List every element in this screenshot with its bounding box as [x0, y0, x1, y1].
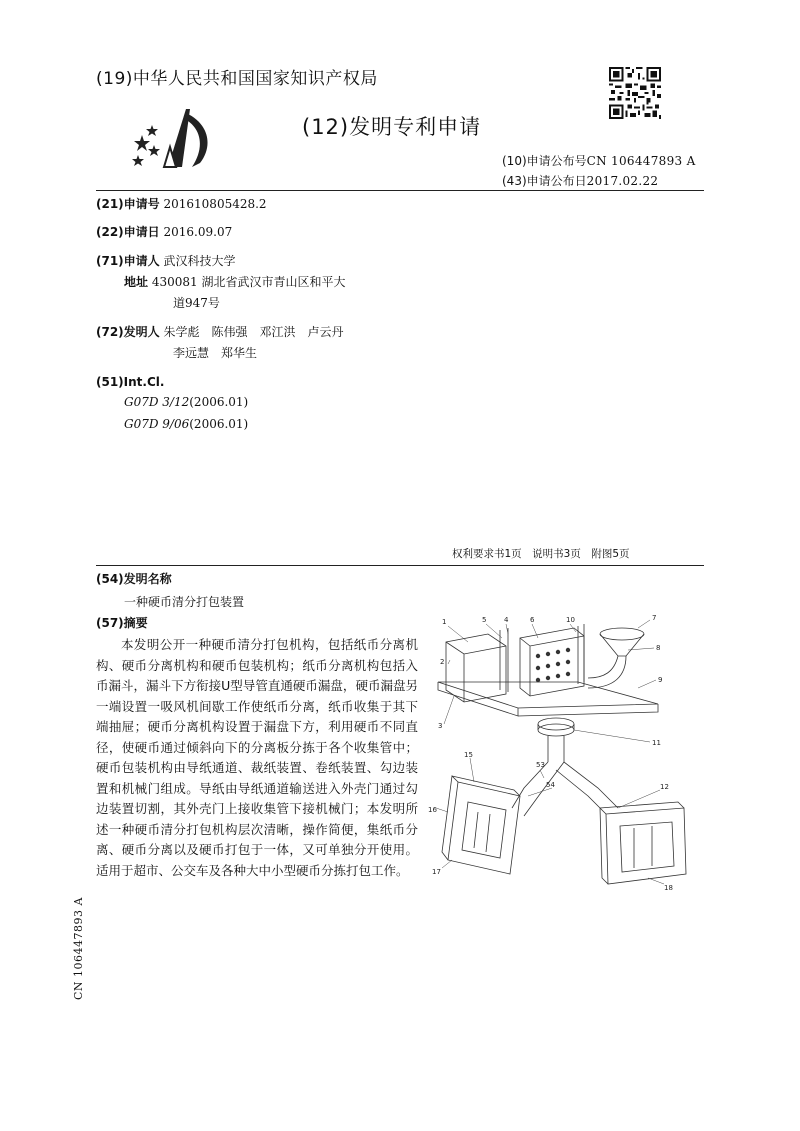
application-number-value: 201610805428.2 — [163, 197, 267, 211]
page-counts: 权利要求书1页 说明书3页 附图5页 — [452, 548, 630, 560]
abstract-figure — [428, 612, 694, 902]
publication-date-label: (43)申请公布日 — [502, 174, 587, 188]
figure-label: 18 — [664, 884, 673, 892]
figure-label: 12 — [660, 783, 669, 791]
figure-label: 11 — [652, 739, 661, 747]
abstract-body: 本发明公开一种硬币清分打包机构，包括纸币分离机构、硬币分离机构和硬币包装机构；纸币分离机构包括入币漏斗，漏斗下方衔接U型导管直通硬币漏盘，硬币漏盘另一端设置一吸风机间歇工作使纸币分离，纸币收集于其下端抽屉；硬币分离机构设置于漏盘下方，利用硬币不同直径，使硬币通过倾斜向下的分离板分拣于各个收集管中；硬币包装机构由导纸通道、裁纸装置、卷纸装置、勾边装置和机械门组成。导纸由导纸通道输送进入外壳门通过勾边装置切割，其外壳门上接收集管下接机械门；本发明所述一种硬币清分打包机构层次清晰，操作简便，集纸币分离、硬币分离以及硬币打包于一体，又可单独分开使用。适用于超市、公交车及各种大中小型硬币分拣打包工作。 — [96, 637, 418, 878]
application-date — [96, 222, 232, 242]
inventors-line-2 — [173, 343, 257, 363]
figure-label: 8 — [656, 644, 661, 652]
ipc-date: (2006.01) — [189, 395, 249, 409]
applicant — [96, 251, 236, 271]
figure-label: 15 — [464, 751, 473, 759]
publication-number-value: CN 106447893 A — [586, 154, 696, 168]
document-kind: (12)发明专利申请 — [302, 115, 482, 139]
figure-label: 17 — [432, 868, 441, 876]
ipc-entry — [124, 395, 248, 409]
figure-label: 9 — [658, 676, 663, 684]
figure-label: 1 — [442, 618, 447, 626]
ipc-entry — [124, 417, 248, 431]
title-text: 一种硬币清分打包装置 — [124, 595, 245, 609]
application-date-value: 2016.09.07 — [163, 225, 233, 239]
publication-date — [502, 172, 658, 189]
inventors — [96, 322, 344, 342]
cnipa-logo — [130, 105, 220, 175]
side-publication-number: CN 106447893 A — [72, 897, 85, 1000]
application-date-label: (22)申请日 — [96, 225, 160, 239]
figure-label: 2 — [440, 658, 445, 666]
figure-label: 5 — [482, 616, 487, 624]
qr-code — [609, 67, 661, 119]
figure-label: 16 — [428, 806, 437, 814]
application-number — [96, 194, 267, 214]
figure-label: 3 — [438, 722, 443, 730]
inventors-line-1: 朱学彪 陈伟强 邓江洪 卢云丹 — [163, 325, 344, 339]
figure-label: 4 — [504, 616, 509, 624]
inventors-label: (72)发明人 — [96, 325, 160, 339]
publication-number-label: (10)申请公布号 — [502, 154, 587, 168]
abstract-label — [96, 613, 148, 633]
int-cl-label: (51)Int.Cl. — [96, 375, 165, 389]
figure-label: 6 — [530, 616, 535, 624]
section-rule — [96, 565, 704, 566]
figure-label: 10 — [566, 616, 575, 624]
ipc-code: G07D 9/06 — [124, 417, 190, 431]
publication-number — [502, 152, 696, 169]
invention-title — [124, 592, 244, 612]
abstract-label-text: (57)摘要 — [96, 616, 148, 630]
int-cl — [96, 372, 164, 392]
address-line-1: 430081 湖北省武汉市青山区和平大 — [151, 275, 346, 289]
application-number-label: (21)申请号 — [96, 197, 160, 211]
figure-label: 7 — [652, 614, 657, 622]
address — [124, 272, 345, 292]
applicant-value: 武汉科技大学 — [163, 254, 236, 268]
publication-date-value: 2017.02.22 — [586, 174, 659, 188]
address-line-2 — [173, 293, 220, 313]
figure-label: 54 — [546, 781, 555, 789]
title-label-text: (54)发明名称 — [96, 572, 172, 586]
issuing-office: (19)中华人民共和国国家知识产权局 — [96, 69, 378, 89]
ipc-code: G07D 3/12 — [124, 395, 190, 409]
address-line-2-value: 道947号 — [173, 296, 220, 310]
figure-label: 53 — [536, 761, 545, 769]
inventors-line-2-value: 李远慧 郑华生 — [173, 346, 258, 360]
ipc-date: (2006.01) — [189, 417, 249, 431]
applicant-label: (71)申请人 — [96, 254, 160, 268]
invention-title-label — [96, 569, 172, 589]
address-label: 地址 — [124, 275, 149, 289]
header-rule — [96, 190, 704, 191]
